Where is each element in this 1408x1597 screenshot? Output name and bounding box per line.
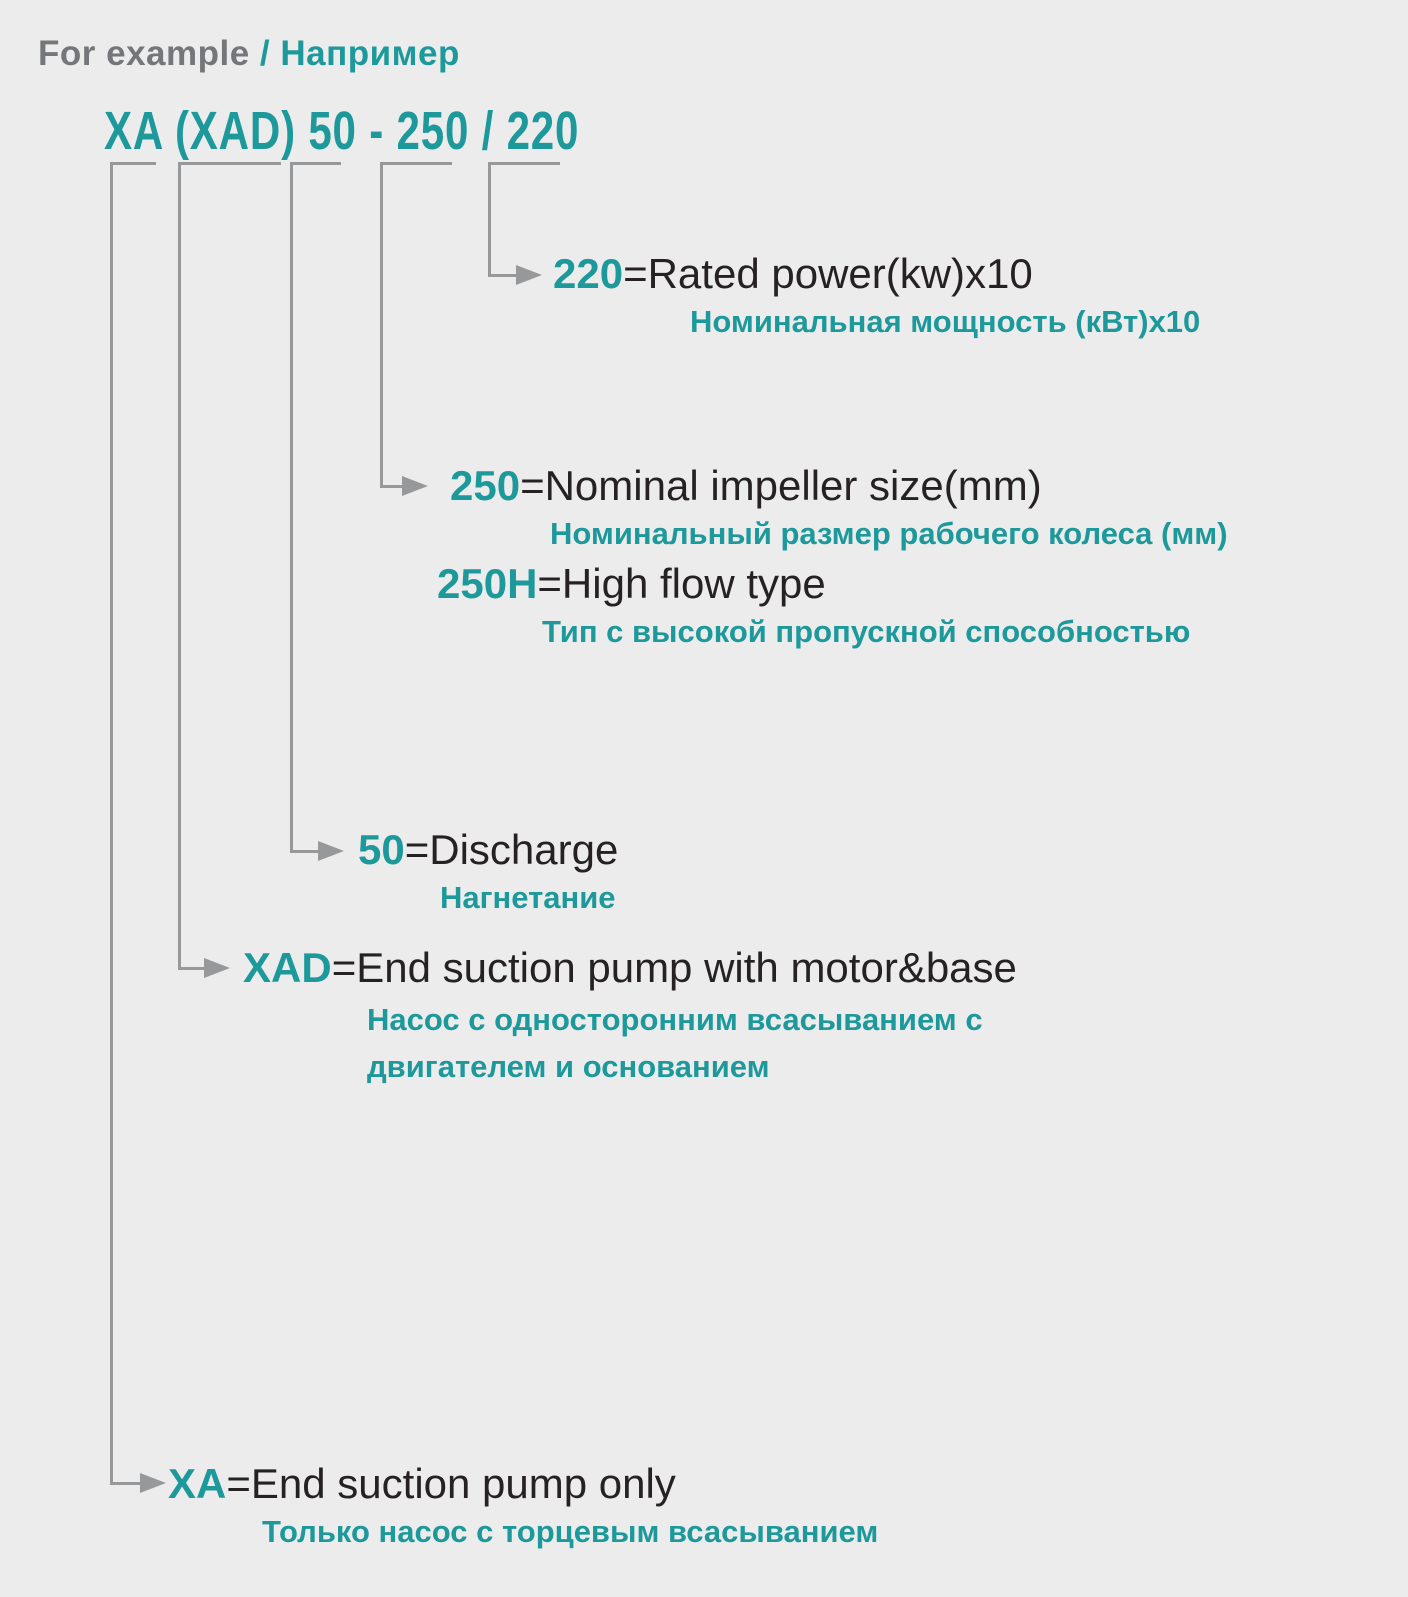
- entry-high-flow-type-meaning: =High flow type: [537, 560, 826, 607]
- entry-rated-power-code: 220: [553, 250, 624, 297]
- entry-discharge-label: [358, 822, 618, 878]
- entry-discharge: [358, 822, 618, 918]
- entry-high-flow-type-code: 250H: [437, 560, 538, 607]
- entry-high-flow-type-label: [437, 556, 1190, 612]
- connector-50-arrow-icon: [318, 841, 344, 861]
- entry-pump-only-code: XA: [168, 1460, 227, 1507]
- entry-pump-only: [168, 1456, 878, 1552]
- entry-impeller-size: [450, 458, 1228, 554]
- connector-50-top-arm: [290, 162, 341, 165]
- connector-xa-arm: [110, 1482, 140, 1485]
- connector-xad-arrow-icon: [204, 958, 230, 978]
- entry-rated-power: [553, 246, 1200, 342]
- connector-xa-arrow-icon: [140, 1473, 166, 1493]
- entry-impeller-size-label: [450, 458, 1228, 514]
- connector-50-arm: [290, 850, 318, 853]
- entry-pump-with-motor-base-translation: Насос с односторонним всасыванием с двигателем и основанием: [367, 1002, 983, 1084]
- connector-50-stem: [290, 162, 293, 853]
- entry-high-flow-type: [437, 556, 1190, 652]
- entry-pump-only-meaning: =End suction pump only: [226, 1460, 676, 1507]
- connector-220-arrow-icon: [516, 265, 542, 285]
- connector-xa-stem: [110, 162, 113, 1485]
- entry-pump-with-motor-base-label: [243, 940, 1067, 996]
- connector-xad-stem: [178, 162, 181, 970]
- connector-xad-top-arm: [178, 162, 281, 165]
- connector-220-arm: [488, 274, 516, 277]
- connector-xa-top-arm: [110, 162, 156, 165]
- entry-rated-power-meaning: =Rated power(kw)x10: [623, 250, 1033, 297]
- entry-pump-with-motor-base-code: XAD: [243, 944, 332, 991]
- connector-250-arrow-icon: [402, 476, 428, 496]
- entry-discharge-meaning: =Discharge: [404, 826, 619, 873]
- entry-pump-only-label: [168, 1456, 878, 1512]
- entry-high-flow-type-translation: Тип с высокой пропускной способностью: [542, 614, 1191, 649]
- entry-rated-power-label: [553, 246, 1200, 302]
- entry-impeller-size-code: 250: [450, 462, 521, 509]
- entry-impeller-size-meaning: =Nominal impeller size(mm): [520, 462, 1042, 509]
- model-code: XA (XAD) 50 - 250 / 220: [104, 101, 580, 161]
- page-title-russian: Например: [280, 34, 460, 73]
- entry-pump-with-motor-base-meaning: =End suction pump with motor&base: [331, 944, 1017, 991]
- page-title: [38, 34, 460, 74]
- entry-pump-with-motor-base: [243, 940, 1067, 1090]
- connector-220-top-arm: [488, 162, 560, 165]
- connector-250-arm: [380, 485, 402, 488]
- entry-discharge-code: 50: [358, 826, 405, 873]
- entry-rated-power-translation: Номинальная мощность (кВт)х10: [690, 304, 1201, 339]
- entry-pump-only-translation: Только насос с торцевым всасыванием: [262, 1514, 879, 1549]
- connector-250-top-arm: [380, 162, 452, 165]
- page-title-english: For example: [38, 34, 250, 73]
- connector-250-stem: [380, 162, 383, 488]
- connector-220-stem: [488, 162, 491, 277]
- page-title-separator: /: [249, 34, 281, 73]
- connector-xad-arm: [178, 967, 204, 970]
- entry-discharge-translation: Нагнетание: [440, 880, 616, 915]
- entry-impeller-size-translation: Номинальный размер рабочего колеса (мм): [550, 516, 1228, 551]
